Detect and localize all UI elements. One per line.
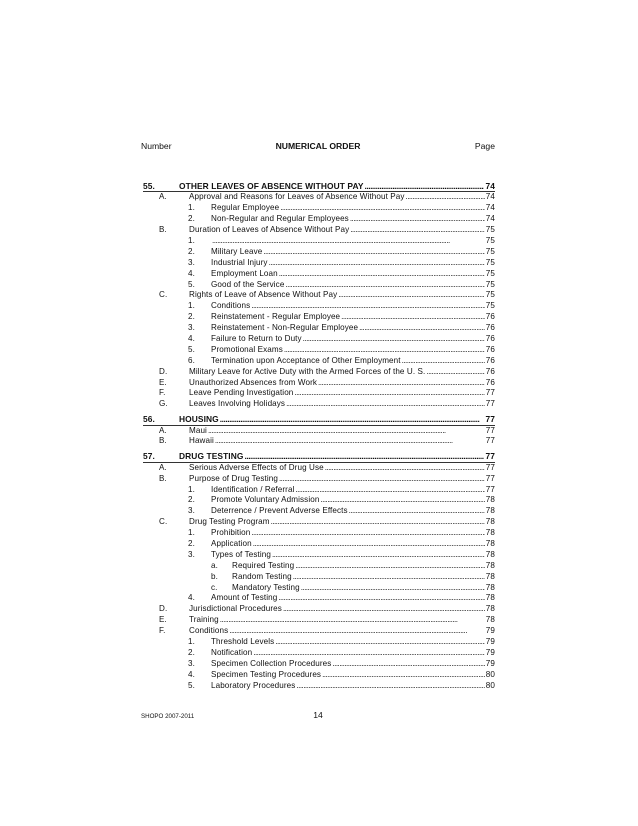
toc-entry-page: 77 [485, 388, 495, 398]
toc-entry-title: Specimen Testing Procedures [211, 669, 322, 679]
toc-entry-page: 78 [485, 539, 495, 548]
toc-entry-number: 4. [188, 268, 195, 278]
toc-entry-row [143, 561, 495, 572]
dot-leader [402, 356, 485, 367]
toc-entry-page: 78 [485, 593, 495, 603]
toc-entry-title-line [211, 648, 495, 659]
toc-entry-page: 75 [485, 246, 495, 256]
toc-entry-title: Promotional Exams [211, 344, 283, 354]
dot-leader [275, 637, 485, 648]
toc-entry-page: 75 [485, 290, 495, 300]
dot-leader [294, 388, 484, 399]
toc-entry-number: 1. [188, 528, 195, 538]
toc-entry-row [143, 334, 495, 345]
dot-leader [295, 561, 485, 572]
toc-entry-number: 4. [188, 669, 195, 679]
toc-entry-page: 79 [485, 647, 495, 657]
toc-entry-page: 77 [485, 436, 495, 446]
toc-entry-title: Notification [211, 647, 253, 657]
toc-entry-page: 74 [485, 192, 495, 202]
toc-entry-number: A. [159, 192, 167, 202]
dot-leader [283, 604, 485, 615]
toc-entry-title-line [232, 561, 495, 572]
dot-leader [279, 474, 485, 485]
toc-entry-title: Conditions [211, 301, 251, 311]
toc-entry-row [143, 517, 495, 528]
toc-entry-title-line [211, 214, 495, 225]
toc-entry-row [143, 236, 495, 247]
toc-entry-title: Approval and Reasons for Leaves of Absence Without Pay [189, 192, 405, 202]
toc-entry-title: Amount of Testing [211, 593, 278, 603]
toc-entry-title-line [211, 539, 495, 550]
toc-entry-title-line [189, 626, 495, 637]
toc-entry-title-line [211, 258, 495, 269]
toc-entry-number: 56. [143, 414, 155, 425]
toc-entry-page: 78 [485, 615, 495, 625]
toc-entry-number: 6. [188, 355, 195, 365]
toc-entry-page: 75 [485, 279, 495, 289]
toc-entry-page: 77 [485, 425, 495, 435]
toc-entry-row [143, 280, 495, 291]
toc-entry-page: 76 [485, 312, 495, 322]
toc-entry-page: 75 [485, 301, 495, 311]
toc-entry-title-line [211, 312, 495, 323]
dot-leader [251, 528, 484, 539]
toc-entry-number: 5. [188, 680, 195, 690]
toc-entry-title-line [189, 192, 495, 203]
dot-leader [359, 323, 485, 334]
dot-leader [272, 550, 485, 561]
toc-entry-title-line [189, 290, 495, 301]
toc-entry-title-line [189, 426, 495, 437]
toc-entry-title: Prohibition [211, 528, 251, 538]
header-number-label: Number [141, 141, 172, 151]
dot-leader [350, 214, 485, 225]
toc-entry-row [143, 258, 495, 269]
toc-entry-page: 77 [485, 484, 495, 494]
toc-entry-title: Jurisdictional Procedures [189, 604, 282, 614]
page-number: 14 [313, 710, 323, 720]
toc-entry-page: 77 [485, 462, 495, 472]
toc-entry-title-line [189, 604, 495, 615]
toc-entry-page: 78 [485, 560, 495, 570]
toc-entry-page: 76 [485, 355, 495, 365]
toc-entry-page: 78 [485, 495, 495, 505]
dot-leader [284, 345, 485, 356]
toc-entry-number: 2. [188, 214, 195, 224]
toc-entry-title-line [189, 615, 495, 626]
toc-entry-number: G. [159, 399, 168, 409]
toc-entry-title-line [232, 583, 495, 594]
toc-entry-number: D. [159, 366, 168, 376]
dot-leader [279, 269, 485, 280]
toc-entry-row [143, 356, 495, 367]
toc-entry-title-line [211, 301, 495, 312]
toc-entry-title: Deterrence / Prevent Adverse Effects [211, 506, 348, 516]
toc-entry-row [143, 436, 495, 447]
toc-entry-title: Promote Voluntary Admission [211, 495, 320, 505]
toc-entry-title: Termination upon Acceptance of Other Employment [211, 355, 401, 365]
toc-entry-title-line [211, 334, 495, 345]
toc-entry-title: Hawaii [189, 436, 214, 446]
toc-entry-title: Non-Regular and Regular Employees [211, 214, 349, 224]
toc-entry-row [143, 583, 495, 594]
dot-leader [318, 378, 485, 389]
toc-entry-title: Rights of Leave of Absence Without Pay [189, 290, 338, 300]
toc-entry-row [143, 301, 495, 312]
toc-section-row [143, 180, 495, 192]
toc-entry-row [143, 593, 495, 604]
toc-entry-row [143, 203, 495, 214]
toc-entry-title: Leaves Involving Holidays [189, 399, 286, 409]
toc-entry-page: 80 [485, 680, 495, 690]
toc-entry-number: 3. [188, 323, 195, 333]
page-footer [141, 710, 495, 724]
toc-entry-row [143, 225, 495, 236]
toc-entry-title: Duration of Leaves of Absence Without Pay [189, 225, 350, 235]
toc-entry-title: Unauthorized Absences from Work [189, 377, 318, 387]
toc-entry-title-line [211, 280, 495, 291]
dot-leader [341, 312, 485, 323]
toc-entry-number: F. [159, 388, 166, 398]
dot-leader [426, 367, 484, 378]
toc-entry-number: b. [211, 571, 218, 581]
dot-leader [280, 203, 485, 214]
dot-leader [293, 572, 485, 583]
dot-leader [349, 506, 485, 517]
toc-entry-number: 3. [188, 506, 195, 516]
dot-leader [229, 626, 485, 637]
dot-leader [406, 192, 485, 203]
toc-entry-title: Types of Testing [211, 549, 271, 559]
toc-entry-title-line [189, 517, 495, 528]
toc-entry-title-line [211, 485, 495, 496]
toc-entry-number: E. [159, 615, 167, 625]
toc-entry-title: Training [189, 615, 219, 625]
toc-entry-title: Good of the Service [211, 279, 285, 289]
toc-entry-number: 3. [188, 257, 195, 267]
toc-entry-title-line [211, 528, 495, 539]
dot-leader [271, 517, 485, 528]
toc-entry-number: 2. [188, 312, 195, 322]
toc-entry-row [143, 604, 495, 615]
toc-entry-row [143, 615, 495, 626]
toc-entry-number: A. [159, 462, 167, 472]
toc-entry-row [143, 626, 495, 637]
toc-entry-number: 1. [188, 301, 195, 311]
toc-entry-title: Failure to Return to Duty [211, 333, 302, 343]
toc-entry-row [143, 550, 495, 561]
dot-leader [208, 426, 485, 437]
toc-entry-page: 79 [485, 658, 495, 668]
toc-entry-row [143, 648, 495, 659]
toc-entry-page: 76 [485, 366, 495, 376]
dot-leader [251, 301, 485, 312]
toc-entry-title: Industrial Injury [211, 257, 268, 267]
dot-leader [296, 681, 484, 692]
toc-entry-page: 78 [485, 549, 495, 559]
toc-entry-title-line [189, 399, 495, 410]
toc-entry-page: 78 [485, 604, 495, 614]
toc-entry-number: C. [159, 290, 168, 300]
toc-entry-title: Drug Testing Program [189, 517, 270, 527]
toc-entry-row [143, 463, 495, 474]
toc-entry-title: HOUSING [179, 414, 219, 425]
toc-entry-number: c. [211, 582, 218, 592]
toc-entry-number: 3. [188, 549, 195, 559]
toc-entry-number: 2. [188, 539, 195, 548]
toc-entry-title-line [189, 367, 495, 378]
toc-entry-number: F. [159, 626, 166, 636]
toc-entry-page: 79 [485, 637, 495, 647]
toc-entry-title: Random Testing [232, 571, 292, 581]
dot-leader [303, 334, 485, 345]
toc-entry-row [143, 269, 495, 280]
toc-entry-page: 77 [485, 414, 495, 425]
dot-leader [215, 436, 485, 447]
toc-entry-page: 76 [485, 333, 495, 343]
toc-entry-title: Threshold Levels [211, 637, 275, 647]
toc-entry-title-line [211, 356, 495, 367]
toc-entry-title-line [211, 323, 495, 334]
toc-entry-row [143, 506, 495, 517]
toc-entry-row [143, 485, 495, 496]
toc-entry-number: 1. [188, 637, 195, 647]
toc-entry-page: 80 [485, 669, 495, 679]
toc-entry-number: B. [159, 473, 167, 483]
toc-entry-row [143, 388, 495, 399]
toc-entry-title: Purpose of Drug Testing [189, 473, 278, 483]
toc-entry-title: OTHER LEAVES OF ABSENCE WITHOUT PAY [179, 181, 364, 191]
toc-entry-title-line [189, 474, 495, 485]
toc-entry-page: 78 [485, 517, 495, 527]
toc-entry-title-line [189, 225, 495, 236]
toc-section-row [143, 413, 495, 425]
toc-entry-row [143, 345, 495, 356]
toc-entry-title: Identification / Referral [211, 484, 295, 494]
toc-entry-row [143, 290, 495, 301]
toc-entry-title: Application [211, 539, 252, 548]
toc-entry-title-line [189, 378, 495, 389]
toc-entry-title: Specimen Collection Procedures [211, 658, 332, 668]
toc-entry-page: 78 [485, 528, 495, 538]
toc-entry-page: 76 [485, 344, 495, 354]
toc-entry-number: 1. [188, 203, 195, 213]
toc-entry-title: Leave Pending Investigation [189, 388, 294, 398]
dot-leader [295, 485, 484, 496]
toc-entry-title-line [211, 550, 495, 561]
dot-leader [325, 463, 485, 474]
toc-entry-title: Laboratory Procedures [211, 680, 296, 690]
toc-entry-row [143, 474, 495, 485]
toc-entry-title-line [211, 247, 495, 258]
header-page-label: Page [474, 141, 495, 151]
toc-entry-title-line [211, 495, 495, 506]
toc-entry-row [143, 539, 495, 550]
toc-entry-number: 1. [188, 484, 195, 494]
toc-entry-row [143, 426, 495, 437]
toc-entry-page: 75 [485, 225, 495, 235]
toc-entry-row [143, 378, 495, 389]
toc-entry-title: Military Leave [211, 246, 263, 256]
dot-leader [320, 495, 484, 506]
toc-entry-title-line [211, 681, 495, 692]
toc-entry-number: B. [159, 436, 167, 446]
toc-entry-title-line [189, 388, 495, 399]
dot-leader [212, 236, 485, 247]
toc-entry-number: B. [159, 225, 167, 235]
toc-entry-title: Maui [189, 425, 207, 435]
dot-leader [332, 659, 484, 670]
toc-entry-number: 2. [188, 495, 195, 505]
toc-entry-title: Regular Employee [211, 203, 280, 213]
toc-entry-number: 5. [188, 344, 195, 354]
toc-entry-row [143, 312, 495, 323]
toc-entry-page: 77 [485, 451, 495, 462]
toc-entry-row [143, 670, 495, 681]
toc-entry-number: 4. [188, 333, 195, 343]
toc-entry-row [143, 247, 495, 258]
toc-entry-title-line [189, 463, 495, 474]
toc-entry-title-line [211, 345, 495, 356]
toc-entry-title: Employment Loan [211, 268, 278, 278]
dot-leader [253, 648, 485, 659]
dot-leader [338, 290, 485, 301]
toc-entry-number: A. [159, 425, 167, 435]
toc-entry-title: DRUG TESTING [179, 451, 244, 462]
toc-entry-page: 78 [485, 582, 495, 592]
dot-leader [301, 583, 485, 594]
toc-entry-title-line [211, 593, 495, 604]
toc-entry-number: 2. [188, 647, 195, 657]
toc-entry-number: 2. [188, 246, 195, 256]
toc-section-row [143, 450, 495, 462]
dot-leader [253, 539, 485, 550]
toc-entry-title-line [211, 659, 495, 670]
toc-entry-title-line [211, 637, 495, 648]
toc-entry-title-line [211, 236, 495, 247]
toc-entry-title: Military Leave for Active Duty with the Armed Forces of the U. S. [189, 366, 426, 376]
toc-entry-page: 77 [485, 473, 495, 483]
toc-entry-page: 77 [485, 399, 495, 409]
page-header [141, 141, 495, 155]
footer-document-id: SHOPO 2007-2011 [141, 713, 195, 720]
toc-entry-number: E. [159, 377, 167, 387]
toc-entry-number: 3. [188, 658, 195, 668]
toc-entry-row [143, 192, 495, 203]
dot-leader [269, 258, 485, 269]
toc-entry-page: 75 [485, 235, 495, 245]
toc-entry-title-line [211, 670, 495, 681]
toc-entry-title: Serious Adverse Effects of Drug Use [189, 462, 324, 472]
toc-entry-row [143, 528, 495, 539]
toc-entry-title-line [211, 269, 495, 280]
table-of-contents [143, 180, 495, 691]
toc-entry-row [143, 681, 495, 692]
dot-leader [286, 399, 485, 410]
toc-entry-title: Reinstatement - Regular Employee [211, 312, 341, 322]
toc-entry-page: 74 [485, 181, 495, 191]
toc-entry-number: 5. [188, 279, 195, 289]
toc-entry-page: 79 [485, 626, 495, 636]
dot-leader [322, 670, 485, 681]
toc-entry-row [143, 572, 495, 583]
toc-entry-row [143, 367, 495, 378]
toc-entry-title-line [189, 436, 495, 447]
toc-entry-page: 76 [485, 323, 495, 333]
dot-leader [263, 247, 484, 258]
header-title: NUMERICAL ORDER [275, 141, 361, 151]
toc-entry-title: Reinstatement - Non-Regular Employee [211, 323, 359, 333]
dot-leader [285, 280, 484, 291]
toc-entry-title: Required Testing [232, 560, 295, 570]
toc-entry-page: 75 [485, 268, 495, 278]
toc-entry-title: Conditions [189, 626, 229, 636]
toc-entry-title-line [211, 506, 495, 517]
toc-entry-number: 55. [143, 181, 155, 191]
toc-entry-page: 74 [485, 214, 495, 224]
toc-entry-number: a. [211, 560, 218, 570]
toc-entry-page: 78 [485, 506, 495, 516]
toc-entry-title-line [232, 572, 495, 583]
toc-entry-row [143, 323, 495, 334]
toc-entry-page: 74 [485, 203, 495, 213]
toc-entry-page: 78 [485, 571, 495, 581]
toc-entry-row [143, 659, 495, 670]
toc-entry-row [143, 214, 495, 225]
toc-entry-number: D. [159, 604, 168, 614]
toc-entry-row [143, 399, 495, 410]
toc-entry-page: 76 [485, 377, 495, 387]
toc-entry-number: 1. [188, 235, 195, 245]
dot-leader [350, 225, 485, 236]
toc-entry-number: 4. [188, 593, 195, 603]
toc-entry-number: C. [159, 517, 168, 527]
dot-leader [278, 593, 484, 604]
toc-entry-row [143, 495, 495, 506]
toc-entry-number: 57. [143, 451, 155, 462]
toc-entry-title: Mandatory Testing [232, 582, 300, 592]
dot-leader [220, 615, 485, 626]
toc-entry-row [143, 637, 495, 648]
toc-entry-title-line [211, 203, 495, 214]
toc-entry-page: 75 [485, 257, 495, 267]
